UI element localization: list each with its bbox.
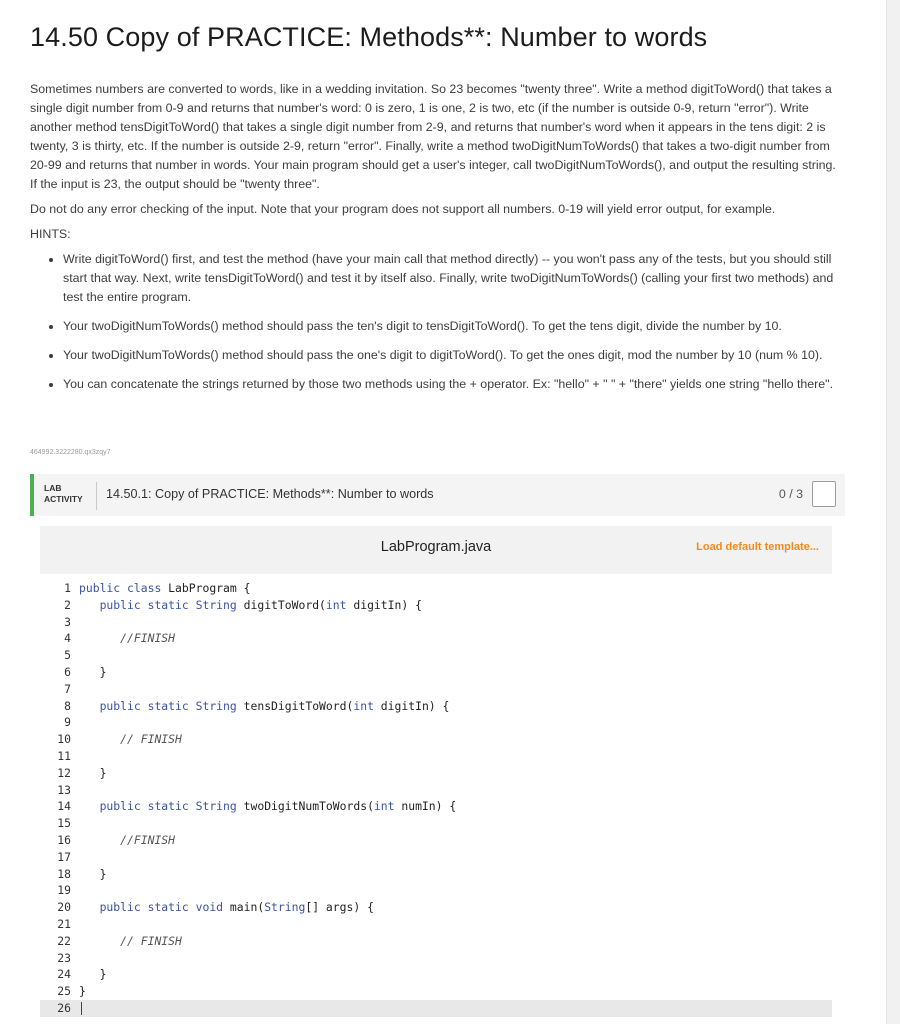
code-text[interactable]: public static String twoDigitNumToWords(int numIn) { <box>99 799 457 814</box>
lab-activity-tag <box>44 483 83 505</box>
line-number: 12 <box>57 765 71 780</box>
line-number: 26 <box>57 1001 71 1015</box>
hints-label: HINTS: <box>30 227 71 241</box>
line-number: 6 <box>64 665 71 679</box>
hint-item: • You can concatenate the strings returned by those two methods using the + operator. Ex: "hello" + " " + "there" yields one string "hello there". <box>63 375 845 394</box>
code-line[interactable] <box>40 731 832 748</box>
page-scrollbar[interactable] <box>886 0 900 1024</box>
code-line[interactable] <box>40 647 832 664</box>
code-text[interactable]: //FINISH <box>120 631 176 646</box>
lab-tag-line: LAB <box>44 483 62 493</box>
completion-box-icon <box>812 481 836 507</box>
code-text[interactable]: public static String digitToWord(int digitIn) { <box>99 597 422 612</box>
hint-item: • Write digitToWord() first, and test the method (have your main call that method directly) -- you won't pass any of the tests, but you should still start that way. Next, write tensDigitToWord() and test it by itself also. Finally, write twoDigitNumToWords() (calling your first two methods) and test the entire program. <box>63 250 845 307</box>
lab-activity-header <box>30 474 845 516</box>
problem-description <box>30 80 845 404</box>
code-line[interactable] <box>40 849 832 866</box>
line-number: 25 <box>57 984 71 999</box>
line-number: 23 <box>57 950 71 965</box>
line-number: 24 <box>57 967 71 982</box>
code-editor[interactable] <box>40 574 832 1024</box>
code-line[interactable] <box>40 815 832 832</box>
hint-item: • Your twoDigitNumToWords() method should pass the ten's digit to tensDigitToWord(). To get the tens digit, divide the number by 10. <box>63 317 845 336</box>
code-text[interactable]: } <box>79 984 86 999</box>
line-number: 8 <box>64 698 71 713</box>
code-text[interactable]: } <box>79 967 107 982</box>
code-text[interactable]: // FINISH <box>120 933 182 948</box>
code-line[interactable] <box>40 966 832 983</box>
line-number: 14 <box>57 799 71 814</box>
lab-score: 0 / 3 <box>778 487 803 501</box>
code-line[interactable] <box>40 933 832 950</box>
line-number: 2 <box>64 597 71 612</box>
code-text[interactable]: } <box>79 765 107 780</box>
code-line[interactable] <box>40 950 832 967</box>
code-line[interactable] <box>40 664 832 681</box>
line-number: 5 <box>64 648 71 663</box>
line-number: 16 <box>57 833 71 847</box>
code-line[interactable] <box>40 916 832 933</box>
line-number: 1 <box>64 581 71 595</box>
code-line[interactable] <box>40 1000 832 1017</box>
code-line[interactable] <box>40 597 832 614</box>
code-line[interactable] <box>40 899 832 916</box>
code-line[interactable] <box>40 614 832 631</box>
code-text[interactable]: public static String tensDigitToWord(int digitIn) { <box>99 698 450 713</box>
code-text[interactable]: public static void main(String[] args) { <box>99 900 374 915</box>
code-line[interactable] <box>40 765 832 782</box>
code-line[interactable] <box>40 983 832 1000</box>
code-line[interactable] <box>40 714 832 731</box>
code-line[interactable] <box>40 866 832 883</box>
code-text[interactable]: //FINISH <box>120 833 176 847</box>
line-number: 13 <box>57 782 71 797</box>
line-number: 4 <box>64 631 71 646</box>
line-number: 7 <box>64 681 71 696</box>
code-text[interactable]: public class LabProgram { <box>79 581 251 595</box>
code-line[interactable] <box>40 748 832 765</box>
file-name: LabProgram.java <box>380 539 492 555</box>
code-line[interactable] <box>40 698 832 715</box>
lab-title: 14.50.1: Copy of PRACTICE: Methods**: Number to words <box>106 487 434 501</box>
line-number: 20 <box>57 900 71 915</box>
code-editor-panel <box>40 526 832 1024</box>
code-line[interactable] <box>40 630 832 647</box>
code-line[interactable] <box>40 832 832 849</box>
hint-item: • Your twoDigitNumToWords() method should pass the one's digit to digitToWord(). To get the ones digit, mod the number by 10 (num % 10). <box>63 346 845 365</box>
description-note: Do not do any error checking of the input. Note that your program does not support all numbers. 0-19 will yield error output, for example. <box>30 202 776 216</box>
line-number: 17 <box>57 849 71 864</box>
line-number: 11 <box>57 749 71 763</box>
activity-tag-line: ACTIVITY <box>44 494 83 504</box>
hints-list <box>30 250 845 394</box>
page-title: 14.50 Copy of PRACTICE: Methods**: Number to words <box>30 22 708 52</box>
line-number: 22 <box>57 933 71 948</box>
code-line[interactable] <box>40 580 832 597</box>
code-line[interactable] <box>40 681 832 698</box>
description-paragraph: Sometimes numbers are converted to words, like in a wedding invitation. So 23 becomes "twenty three". Write a method digitToWord() that takes a single digit number from 0-9 and returns that number's word: 0 is zero, 1 is one, 2 is two, etc (if the number is outside 0-9, return "error"). Write another method tensDigitToWord() that takes a single digit number from 2-9, and returns that number's word when it appears in the tens digit: 2 is twenty, 3 is thirty, etc. If the number is outside 2-9, return "error". Finally, write a method twoDigitNumToWords() that takes a two-digit number from 20-99 and returns that number in words. Your main program should get a user's integer, call twoDigitNumToWords(), and output the resulting string. If the input is 23, the output should be "twenty three". <box>30 82 836 191</box>
line-number: 21 <box>57 917 71 931</box>
line-number: 15 <box>57 816 71 831</box>
code-text[interactable]: } <box>79 665 107 679</box>
line-number: 19 <box>57 883 71 898</box>
code-line[interactable] <box>40 882 832 899</box>
activity-id-watermark: 464992.3222280.qx3zqy7 <box>30 449 111 456</box>
line-number: 3 <box>64 614 71 629</box>
line-number: 10 <box>57 732 71 747</box>
load-default-template-link[interactable]: Load default template... <box>696 541 819 553</box>
code-text[interactable]: // FINISH <box>120 732 182 747</box>
code-text[interactable]: } <box>79 866 107 881</box>
header-divider <box>96 482 97 510</box>
line-number: 18 <box>57 866 71 881</box>
text-cursor <box>81 1002 82 1015</box>
line-number: 9 <box>64 715 71 730</box>
code-line[interactable] <box>40 798 832 815</box>
code-line[interactable] <box>40 782 832 799</box>
